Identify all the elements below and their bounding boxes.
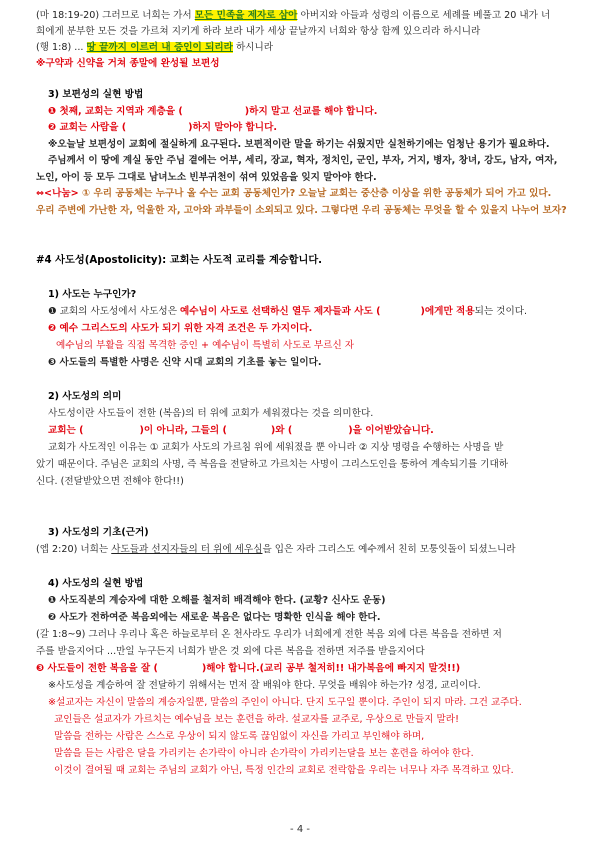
note-text: ※오늘날 보편성이 교회에 절실하게 요구된다. 보편적이란 말을 하기는 쉬웠지만 실천하기에는 엄청난 용기가 필요하다. (48, 139, 550, 150)
fill-in-text: 교회는 ( (48, 425, 84, 436)
list-item-text: 되는 것이다. (474, 306, 528, 317)
note-text: ※사도성을 계승하여 잘 전달하기 위해서는 먼저 잘 배워야 한다. 무엇을 배워야 하는가? 성경, 교리이다. (48, 680, 481, 691)
verse-highlight: 모든 민족을 제자로 삼아 (194, 10, 298, 21)
paragraph-line: 노인, 아이 등 모두 그대로 남녀노소 빈부귀천이 섞여 있었음을 잊지 말아야 한다. (36, 172, 377, 183)
fill-in-text: )와 ( (270, 425, 293, 436)
note-text: 교인들은 설교자가 가르치는 예수님을 보는 훈련을 하라. 설교자를 교주로, 우상으로 만들지 말라! (54, 714, 459, 725)
verse-text: 하시니라 (232, 42, 274, 53)
list-item: ❷ 사도가 전하여준 복음외에는 새로운 복음은 없다는 명확한 인식을 해야 한다. (48, 612, 381, 623)
list-item-text: )하지 말아야 합니다. (188, 122, 277, 133)
verse-underline: 사도들과 선지자들의 터 위에 세우심 (111, 544, 263, 555)
note-universality: ※구약과 신약을 거쳐 종말에 완성될 보편성 (36, 58, 220, 69)
fill-in-text: )이 아니라, 그들의 ( (139, 425, 227, 436)
verse-ephesians (36, 544, 516, 556)
note-text: 말씀을 듣는 사람은 달을 가리키는 손가락이 아니라 손가락이 가리키는달을 보는 훈련을 하여야 한다. (54, 748, 474, 759)
list-item-text: ❶ 첫째, 교회는 지역과 계층을 ( (48, 106, 183, 117)
page-number: - 4 - (290, 824, 310, 835)
paragraph-line: 았기 때문이다. 주님은 교회의 사명, 즉 복음을 전달하고 가르치는 사명이 그리스도인을 통하여 계속되기를 기대하 (36, 459, 509, 470)
list-item: ❷ 예수 그리스도의 사도가 되기 위한 자격 조건은 두 가지이다. (48, 323, 313, 334)
list-item-text: ❷ 교회는 사람을 ( (48, 122, 127, 133)
sharing-text: ① 우리 공동체는 누구나 올 수는 교회 공동체인가? 오늘날 교회는 중산층 이상을 위한 공동체가 되어 가고 있다. (82, 188, 552, 199)
sharing-label: ⇔<나눔> (36, 188, 82, 199)
verse-galatians: 주를 받을지어다 ...만일 누구든지 너희가 받은 것 외에 다른 복음을 전하면 저주를 받을지어다 (36, 646, 425, 657)
verse-matthew-line2: 희에게 분부한 모든 것을 가르쳐 지키게 하라 보라 내가 세상 끝날까지 너희와 항상 함께 있으리라 하시니라 (36, 26, 481, 37)
list-subitem: 예수님의 부활을 직접 목격한 증인 + 예수님이 특별히 사도로 부르신 자 (56, 340, 355, 351)
verse-galatians: (갈 1:8~9) 그러나 우리나 혹은 하늘로부터 온 천사라도 우리가 너희에게 전한 복음 외에 다른 복음을 전하면 저 (36, 629, 502, 640)
fill-in-line (48, 425, 434, 437)
paragraph-line: 주님께서 이 땅에 계실 동안 주님 곁에는 어부, 세리, 장교, 혁자, 정치인, 군인, 부자, 거지, 병자, 창녀, 강도, 남자, 여자, (48, 155, 558, 166)
list-item (48, 306, 527, 318)
verse-text: (엡 2:20) 너희는 (36, 544, 112, 555)
fill-in-text: )을 이어받았습니다. (348, 425, 434, 436)
verse-highlight: 땅 끝까지 이르러 내 증인이 되리라 (86, 42, 233, 53)
section-heading: 4) 사도성의 실현 방법 (48, 578, 144, 589)
list-item (48, 122, 277, 134)
sharing-question: 우리 주변에 가난한 자, 억울한 자, 고아와 과부들이 소외되고 있다. 그렇다면 우리 공동체는 무엇을 할 수 있을지 나누어 보자? (36, 205, 567, 216)
list-item-text: )에게만 적용 (420, 306, 475, 317)
sharing-question (36, 188, 551, 200)
list-item: ❸ 사도들의 특별한 사명은 신약 시대 교회의 기초를 놓는 일이다. (48, 357, 322, 368)
note-text: 이것이 결여될 때 교회는 주님의 교회가 아닌, 특정 인간의 교회로 전락함을 우리는 너무나 자주 목격하고 있다. (54, 765, 514, 776)
section-heading: 2) 사도성의 의미 (48, 391, 122, 402)
list-item-text: )하지 말고 선교를 해야 합니다. (244, 106, 378, 117)
list-item-text: ❸ 사도들이 전한 복음을 잘 ( (36, 663, 158, 674)
verse-text: 을 입은 자라 그리스도 예수께서 친히 모퉁잇돌이 되셨느니라 (262, 544, 516, 555)
section-title: #4 사도성(Apostolicity): 교회는 사도적 교리를 계승합니다. (36, 255, 323, 266)
list-item-text: ❶ 교회의 사도성에서 사도성은 (48, 306, 181, 317)
note-text: 말씀을 전하는 사람은 스스로 우상이 되지 않도록 끊임없이 자신을 가리고 부인해야 하며, (54, 731, 425, 742)
section-heading: 3) 사도성의 기초(근거) (48, 527, 149, 538)
section-heading: 3) 보편성의 실현 방법 (48, 89, 144, 100)
verse-acts (36, 42, 273, 54)
paragraph-line: 사도성이란 사도들이 전한 (복음)의 터 위에 교회가 세워졌다는 것을 의미한다. (48, 408, 374, 419)
paragraph-line: 교회가 사도적인 이유는 ① 교회가 사도의 가르침 위에 세워졌을 뿐 아니라 ② 지상 명령을 수행하는 사명을 받 (48, 442, 504, 453)
paragraph-line: 신다. (전달받았으면 전해야 한다!!) (36, 476, 184, 487)
list-item-text: 예수님이 사도로 선택하신 열두 제자들과 사도 ( (180, 306, 381, 317)
note-text: ※설교자는 자신이 말씀의 계승자일뿐, 말씀의 주인이 아니다. 단지 도구일 뿐이다. 주인이 되지 마라. 그건 교주다. (48, 697, 522, 708)
section-heading: 1) 사도는 누구인가? (48, 289, 137, 300)
list-item (36, 663, 460, 675)
list-item (48, 106, 377, 118)
verse-text: (마 18:19-20) 그러므로 너희는 가서 (36, 10, 195, 21)
verse-text: 아버지와 아들과 성령의 이름으로 세례를 베풀고 20 내가 너 (297, 10, 551, 21)
list-item-text: )해야 합니다.(교리 공부 철저히!! 내가복음에 빠지지 말것!!) (201, 663, 461, 674)
list-item: ❶ 사도직분의 계승자에 대한 오해를 철저히 배격해야 한다. (교황? 신사도 운동) (48, 595, 386, 606)
verse-matthew-line1 (36, 10, 550, 22)
verse-text: (행 1:8) ... (36, 42, 87, 53)
